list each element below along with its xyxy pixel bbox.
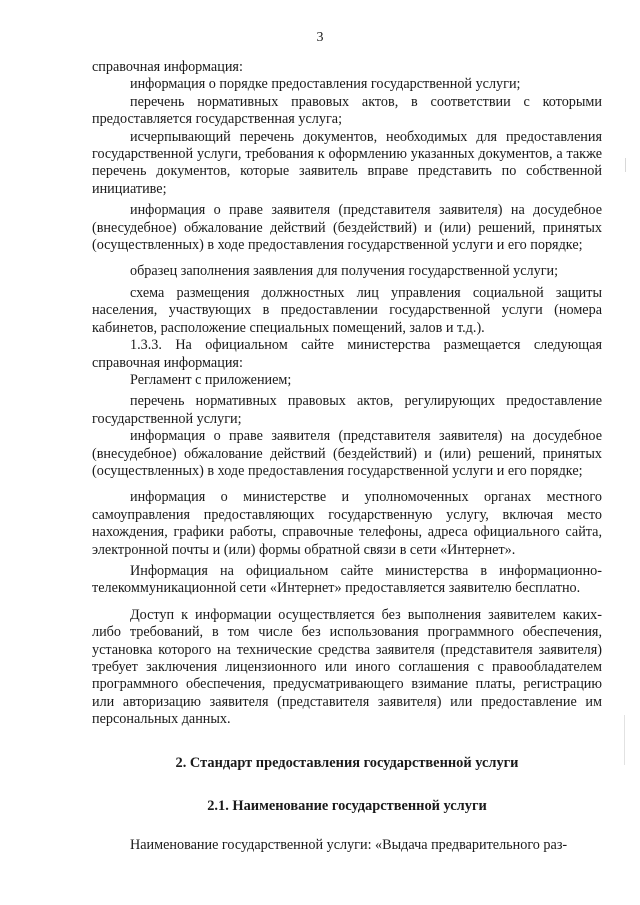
scan-artifact <box>625 158 626 172</box>
paragraph: Доступ к информации осуществляется без выполнения заявителем каких-либо требований, в том числе без использования программного обеспечения, установка которого на технические средства заявителя (представителя заявителя) требует заключения лицензионного или иного соглашения с правообладателем программного обеспечения, предусматривающего взимание платы, регистрацию или авторизацию заявителя (представителя заявителя) или предоставление им персональных данных. <box>92 606 602 728</box>
paragraph: 1.3.3. На официальном сайте министерства размещается следующая справочная информация: <box>92 337 602 371</box>
paragraph: информация о министерстве и уполномоченных органах местного самоуправления предоставляющих государственную услугу, включая место нахождения, графики работы, справочные телефоны, адреса официального сайта, электронной почты и (или) формы обратной связи в сети «Интернет». <box>92 489 602 558</box>
document-body <box>92 59 602 855</box>
paragraph: информация о порядке предоставления государственной услуги; <box>130 76 521 93</box>
page-number: 3 <box>316 30 324 45</box>
paragraph: Наименование государственной услуги: «Выдача предварительного раз- <box>130 837 568 854</box>
paragraph: информация о праве заявителя (представителя заявителя) на досудебное (внесудебное) обжалование действий (бездействий) и (или) решений, принятых (осуществленных) в ходе предоставления государственной услуги и его порядке; <box>92 202 602 254</box>
paragraph: перечень нормативных правовых актов, в соответствии с которыми предоставляется государственная услуга; <box>92 93 602 128</box>
paragraph: Регламент с приложением; <box>130 371 292 388</box>
paragraph: исчерпывающий перечень документов, необходимых для предоставления государственной услуги, требования к оформлению указанных документов, а также перечень документов, которые заявитель вправе представить по собственной инициативе; <box>92 128 602 197</box>
paragraph: справочная информация: <box>92 59 243 75</box>
paragraph: образец заполнения заявления для получения государственной услуги; <box>130 263 559 280</box>
paragraph: схема размещения должностных лиц управления социальной защиты населения, участвующих в предоставлении государственной услуги (номера кабинетов, расположение специальных помещений, залов и т.д.). <box>92 284 602 336</box>
scan-artifact <box>624 715 625 765</box>
subsection-heading: 2.1. Наименование государственной услуги <box>207 798 487 815</box>
paragraph: Информация на официальном сайте министерства в информационно-телекоммуникационной сети «Интернет» предоставляется заявителю бесплатно. <box>92 562 602 597</box>
section-heading: 2. Стандарт предоставления государственной услуги <box>175 754 519 771</box>
paragraph: перечень нормативных правовых актов, регулирующих предоставление государственной услуги; <box>92 393 602 427</box>
paragraph: информация о праве заявителя (представителя заявителя) на досудебное (внесудебное) обжалование действий (бездействий) и (или) решений, принятых (осуществленных) в ходе предоставления государственной услуги и его порядке; <box>92 428 602 479</box>
